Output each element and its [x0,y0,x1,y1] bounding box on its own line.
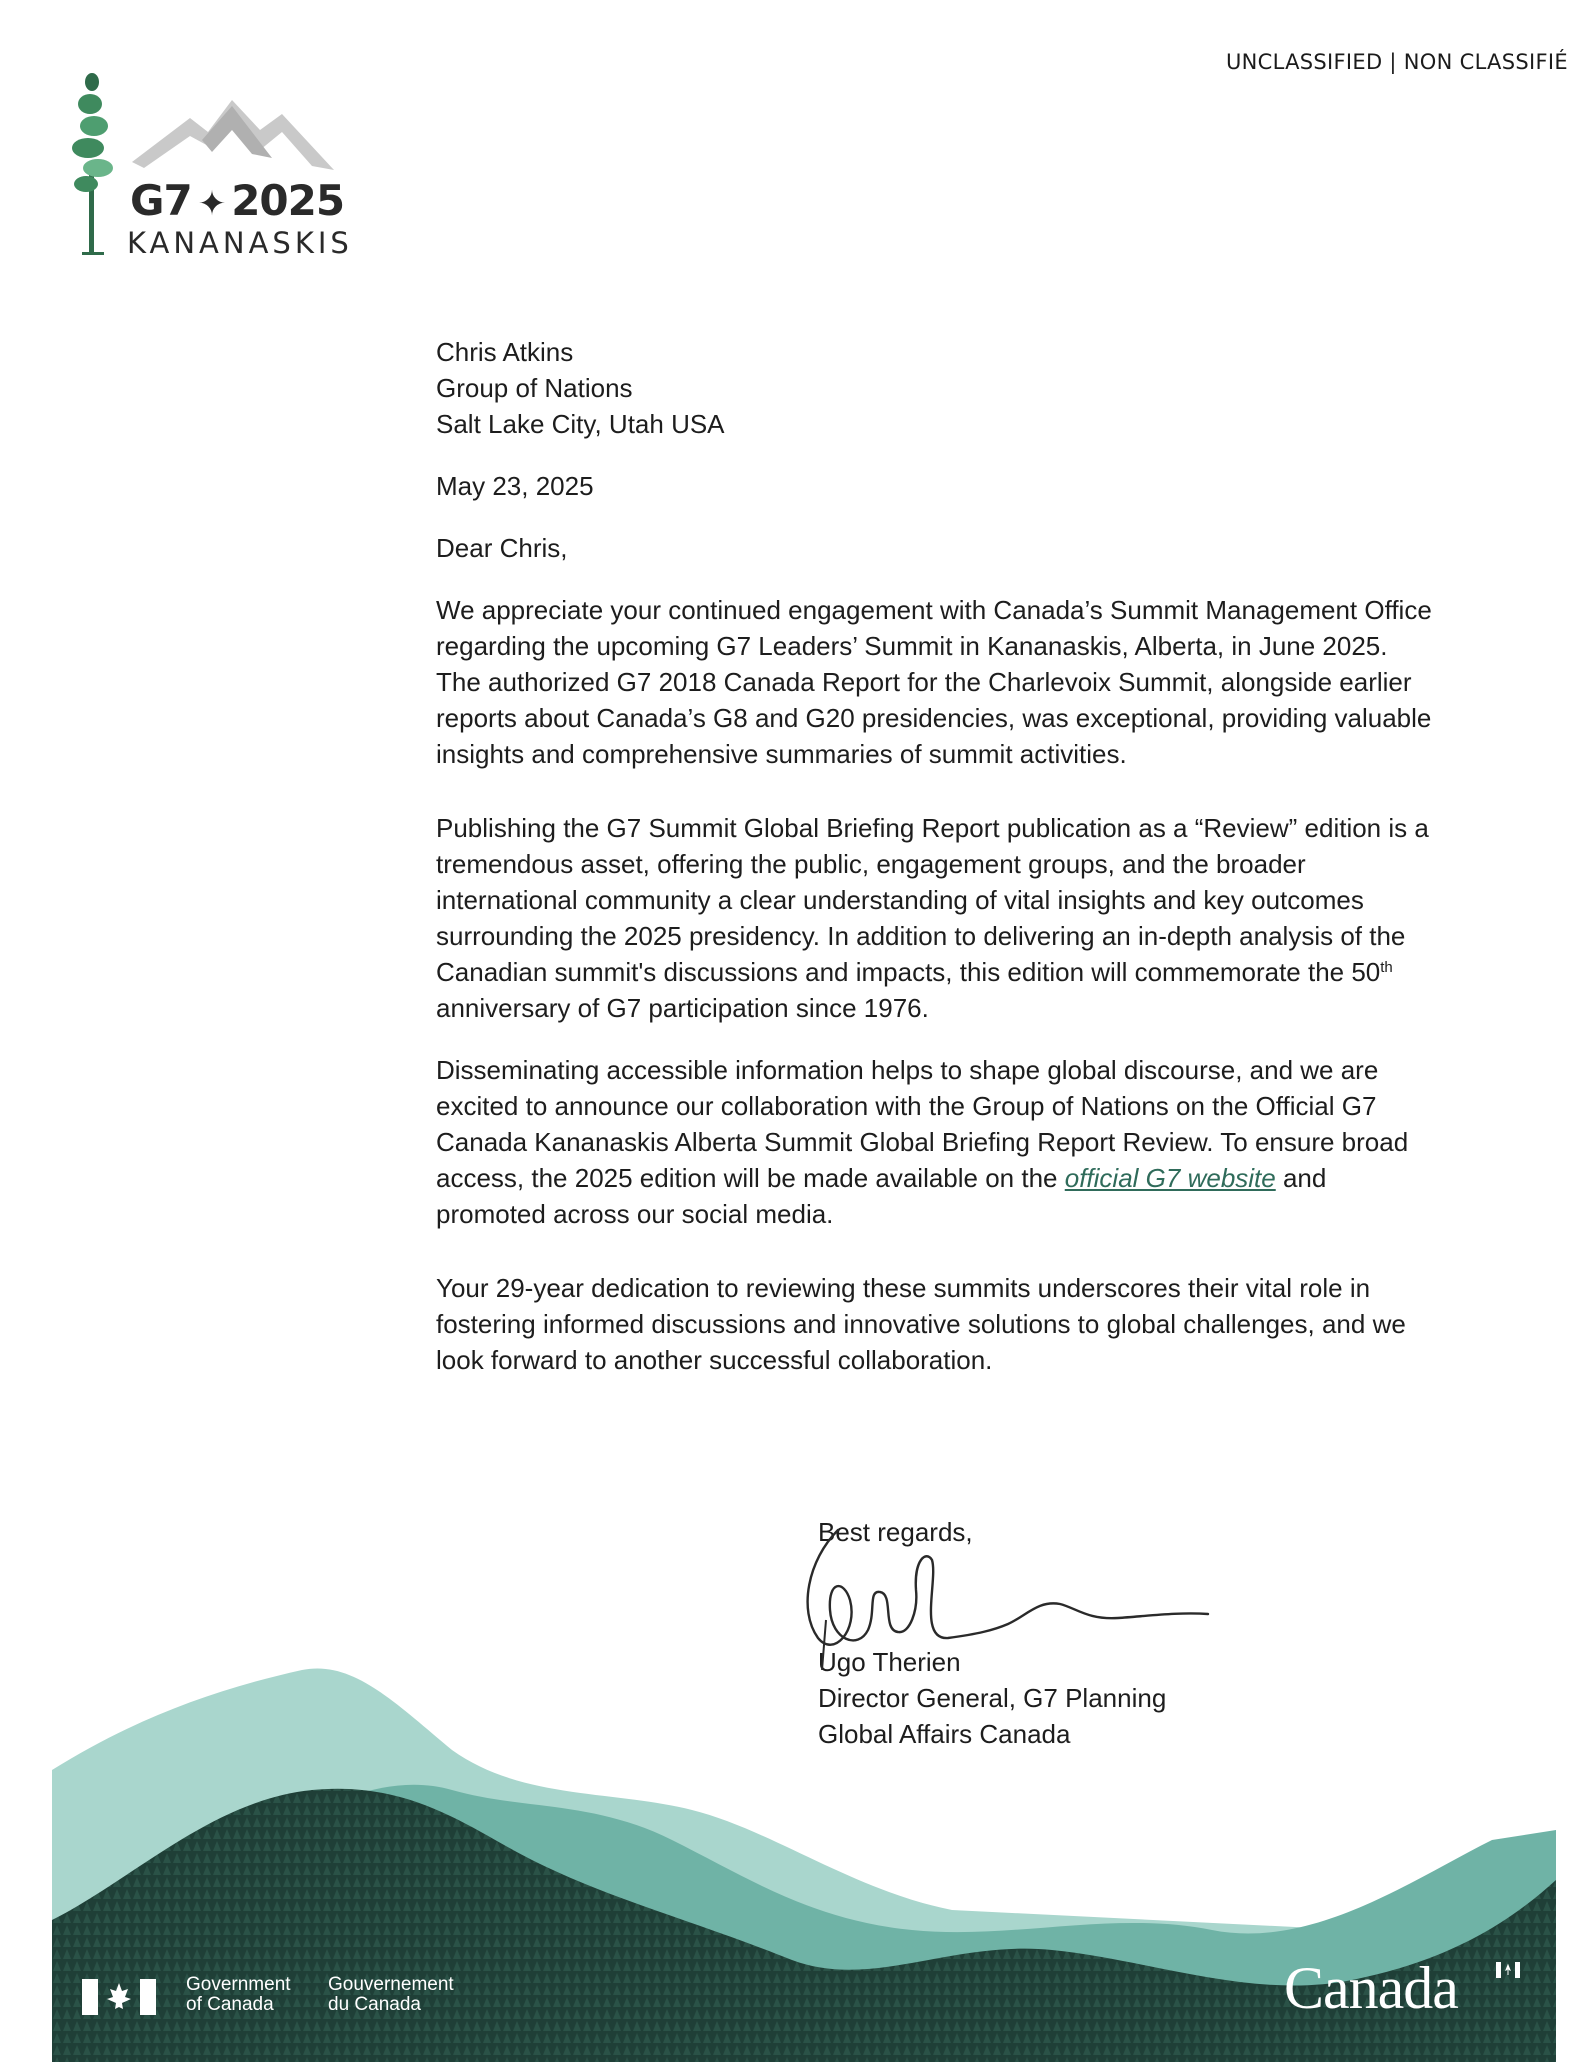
signatory-name: Ugo Therien [818,1647,961,1677]
official-g7-website-link[interactable]: official G7 website [1064,1163,1276,1193]
logo-title: G7 ✦ 2025 [130,176,345,225]
paragraph-1: We appreciate your continued engagement with Canada’s Summit Management Office regarding the upcoming G7 Leaders’ Summit in Kananaskis, Alberta, in June 2025. The authorized G7 2018 Canada Report for the Charlevoix Summit, alongside earlier reports about Canada’s G8 and G20 presidencies, was exceptional, providing valuable insights and comprehensive summaries of summit activities. [436,595,1432,769]
recipient-name: Chris Atkins [436,337,574,367]
canada-flag-icon [82,1979,156,2015]
classification-label: UNCLASSIFIED | NON CLASSIFIÉ [1226,50,1568,74]
paragraph-3: Disseminating accessible information helps to shape global discourse, and we are excited to announce our collaboration with the Group of Nations on the Official G7 Canada Kananaskis Alberta Summit Global Briefing Report Review. To ensure broad access, the 2025 edition will be made available on the official G7 website and promoted across our social media. [436,1055,1409,1229]
letter-date: May 23, 2025 [436,471,594,501]
salutation: Dear Chris, [436,533,568,563]
signatory-title: Director General, G7 Planning [818,1683,1167,1713]
handwritten-signature [798,1520,1228,1670]
sign-off: Best regards, [818,1517,973,1547]
logo-subtitle: KANANASKIS [127,226,353,260]
paragraph-4: Your 29-year dedication to reviewing these summits underscores their vital role in fostering informed discussions and innovative solutions to global challenges, and we look forward to another successful collaboration. [436,1273,1406,1375]
signatory-organization: Global Affairs Canada [818,1719,1071,1749]
paragraph-2: Publishing the G7 Summit Global Briefing Report publication as a “Review” edition is a tremendous asset, offering the public, engagement groups, and the broader international community a clear understanding of vital insights and key outcomes surrounding the 2025 presidency. In addition to delivering an in-depth analysis of the Canadian summit's discussions and impacts, this edition will commemorate the 50th anniversary of G7 participation since 1976. [436,813,1429,1023]
government-of-canada-en: Government of Canada [186,1974,291,2015]
recipient-location: Salt Lake City, Utah USA [436,409,725,439]
wordmark-flag-icon [1496,1962,1520,1978]
canada-wordmark: Canada [1284,1955,1458,2021]
recipient-address [436,334,1436,442]
ordinal-suffix: th [1380,959,1393,976]
letter-body [436,334,1436,1378]
g7-2025-logo [72,70,372,270]
government-of-canada-fr: Gouvernement du Canada [328,1974,454,2015]
recipient-organization: Group of Nations [436,373,633,403]
maple-leaf-icon: ✦ [197,184,226,224]
